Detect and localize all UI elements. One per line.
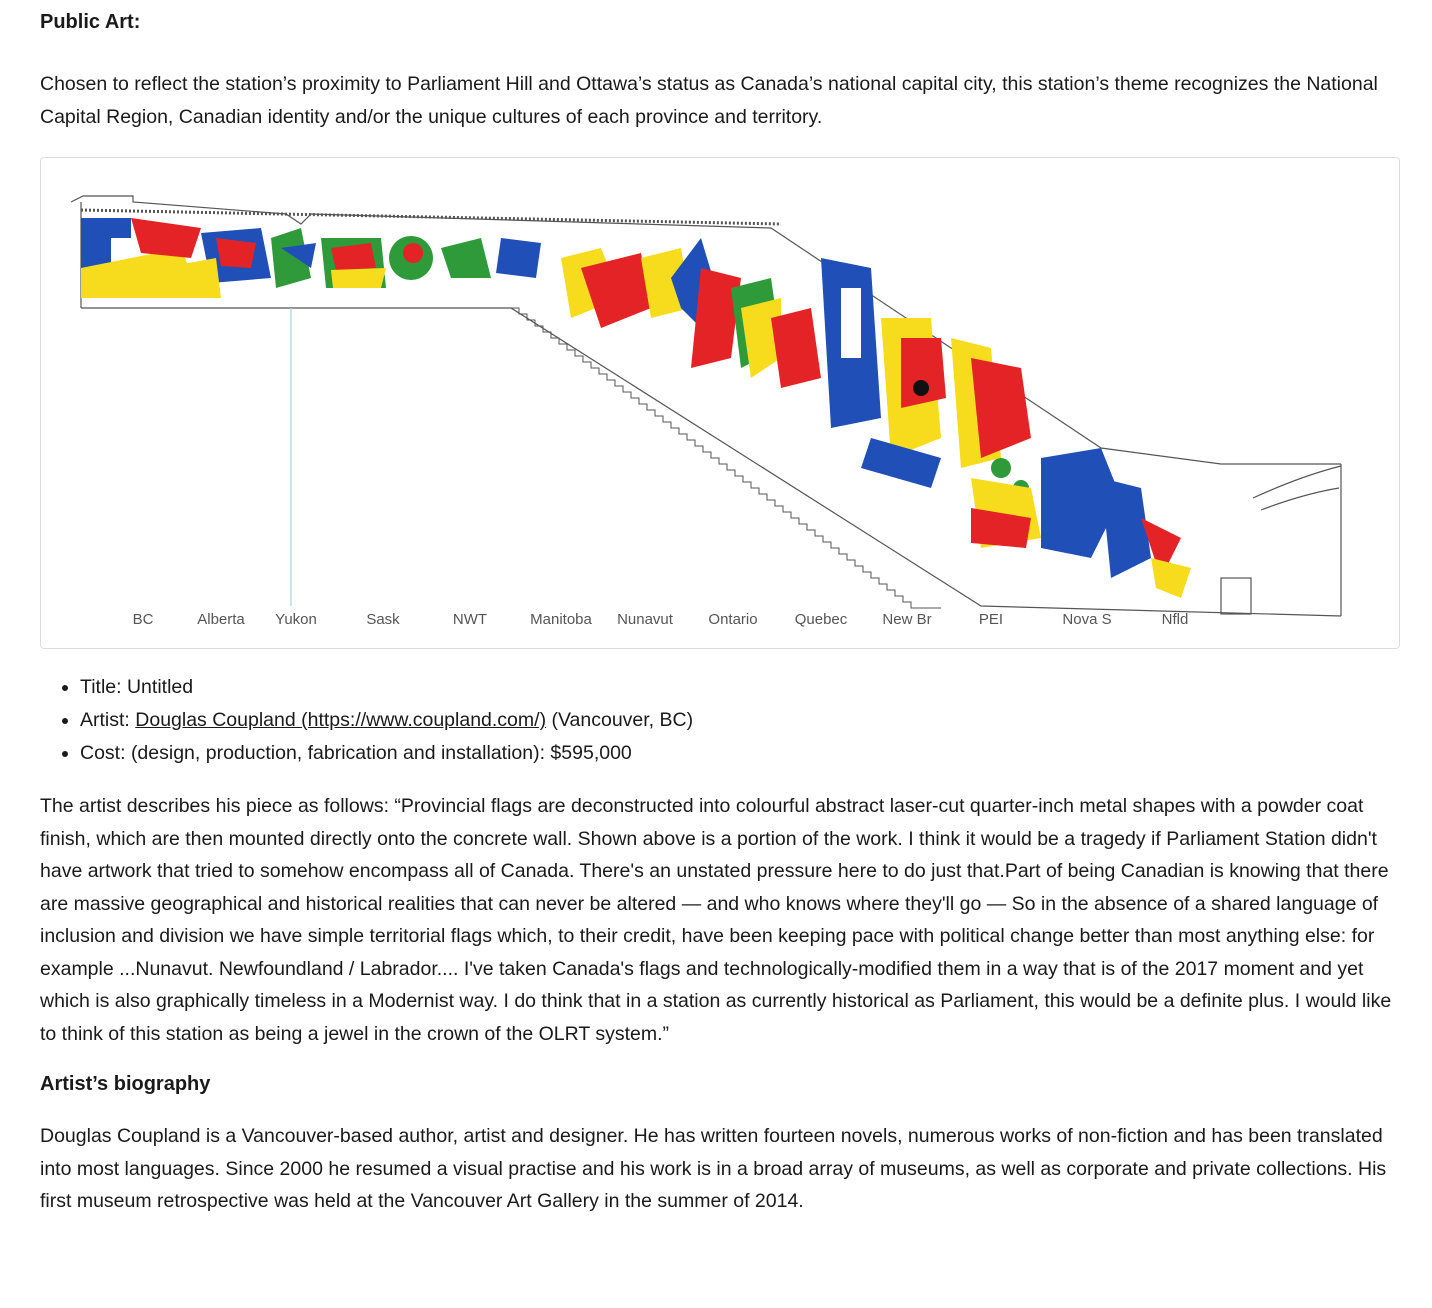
province-label-yukon: Yukon — [275, 611, 317, 628]
artwork-details-list — [40, 671, 1402, 770]
detail-artist — [80, 704, 1402, 737]
ceiling-hatch — [81, 210, 781, 224]
shape-nwt-red — [403, 243, 423, 263]
detail-title-value: Untitled — [126, 676, 194, 698]
mural-shapes — [81, 218, 1191, 598]
detail-artist-label: Artist: — [80, 709, 130, 731]
shape-nwt-green-2 — [441, 238, 491, 278]
shape-manitoba-blue — [496, 238, 541, 278]
artwork-elevation-figure — [40, 157, 1400, 649]
province-label-newbr: New Br — [882, 611, 932, 628]
province-label-bc: BC — [132, 611, 154, 628]
shape-newbr-dot — [913, 380, 929, 396]
shape-sask-yellow — [331, 268, 386, 288]
province-label-sask: Sask — [366, 611, 400, 628]
shape-novas-green-1 — [991, 458, 1011, 478]
province-label-nwt: NWT — [452, 611, 488, 628]
province-label-nunavut: Nunavut — [617, 611, 673, 628]
shape-pei-red — [971, 358, 1031, 458]
shape-ontario-red — [771, 308, 821, 388]
detail-artist-location: (Vancouver, BC) — [551, 709, 694, 731]
shape-quebec-white — [841, 288, 861, 358]
detail-cost — [80, 737, 1402, 770]
shape-newbr-red — [901, 338, 946, 408]
province-label-manitoba: Manitoba — [530, 611, 592, 628]
province-label-pei: PEI — [978, 611, 1004, 628]
biography-heading: Artist’s biography — [40, 1073, 211, 1095]
public-art-intro: Chosen to reflect the station’s proximity to Parliament Hill and Ottawa’s status as Canada’s national capital city, this station’s theme recognizes the National Capital Region, Canadian identity and/or the unique cultures of each province and territory. — [40, 73, 1378, 128]
shape-alberta-red — [216, 238, 256, 268]
province-label-quebec: Quebec — [794, 611, 848, 628]
detail-title — [80, 671, 1402, 704]
province-label-nfld: Nfld — [1161, 611, 1189, 628]
province-label-alberta: Alberta — [197, 611, 245, 628]
detail-cost-label: Cost: — [80, 742, 126, 764]
province-label-novas: Nova S — [1062, 611, 1112, 628]
detail-cost-value: (design, production, fabrication and installation): $595,000 — [130, 742, 632, 764]
article-content — [40, 0, 1402, 1218]
artist-description: The artist describes his piece as follows: “Provincial flags are deconstructed into colourful abstract laser-cut quarter-inch metal shapes with a powder coat finish, which are then mounted directly onto the concrete wall. Shown above is a portion of the work. I think it would be a tragedy if Parliament Station didn't have artwork that tried to somehow encompass all of Canada. There's an unstated pressure here to do just that.Part of being Canadian is knowing that there are massive geographical and historical realities that can never be altered — and who knows where they'll go — So in the absence of a shared language of inclusion and division we have simple territorial flags which, to their credit, have been keeping pace with political change better than most anything else: for example ...Nunavut. Newfoundland / Labrador.... I've taken Canada's flags and technologically-modified them in a way that is of the 2017 moment and yet which is also graphically timeless in a Modernist way. I do think that in a station as currently historical as Parliament, this would be a definite plus. I would like to think of this station as being a jewel in the crown of the OLRT system.” — [40, 795, 1392, 1045]
province-label-ontario: Ontario — [708, 611, 758, 628]
biography-text: Douglas Coupland is a Vancouver-based author, artist and designer. He has written fourteen novels, numerous works of non-fiction and has been translated into most languages. Since 2000 he resumed a visual practise and his work is in a broad array of museums, as well as corporate and private collections. His first museum retrospective was held at the Vancouver Art Gallery in the summer of 2014. — [40, 1125, 1387, 1212]
shape-nfld-blue-2 — [1101, 478, 1151, 578]
detail-title-label: Title: — [80, 676, 122, 698]
shape-nfld-yellow — [1151, 558, 1191, 598]
shape-bc-red — [131, 218, 201, 258]
mural-elevation-drawing — [41, 158, 1400, 649]
province-labels — [41, 610, 1400, 634]
artist-website-link[interactable]: Douglas Coupland (https://www.coupland.com/) — [135, 709, 547, 731]
public-art-heading: Public Art: — [40, 11, 141, 33]
